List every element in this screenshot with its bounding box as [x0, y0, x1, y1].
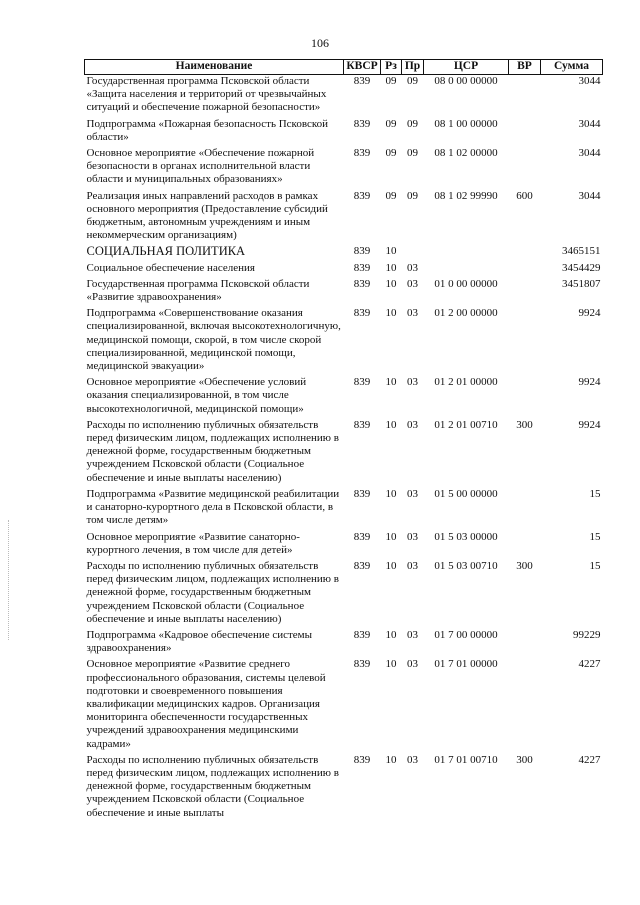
cell-vr	[509, 488, 541, 531]
table-row	[85, 629, 603, 658]
table-body	[85, 75, 603, 820]
page-number: 106	[311, 36, 329, 50]
table-row	[85, 376, 603, 419]
cell-rz: 10	[385, 559, 397, 572]
cell-csr: 01 5 00 00000	[434, 487, 498, 500]
cell-sum: 3044	[578, 147, 601, 160]
table-row	[85, 245, 603, 261]
cell-csr: 01 0 00 00000	[434, 277, 498, 290]
cell-rz: 10	[385, 487, 397, 500]
cell-kvsr: 839	[353, 753, 371, 766]
table-row	[85, 531, 603, 560]
table-header-row	[85, 60, 603, 75]
cell-sum: 3451807	[562, 277, 601, 290]
cell-rz: 10	[385, 753, 397, 766]
cell-vr	[509, 307, 541, 376]
cell-pr: 03	[407, 418, 418, 431]
cell-pr: 03	[407, 530, 418, 543]
cell-sum: 4227	[578, 753, 601, 766]
table-row	[85, 118, 603, 147]
cell-kvsr: 839	[353, 117, 371, 130]
header-rz: Рз	[381, 60, 402, 75]
table-row	[85, 560, 603, 629]
cell-vr: 300	[516, 753, 533, 766]
cell-vr: 600	[516, 189, 533, 202]
cell-sum: 3465151	[562, 245, 601, 258]
cell-vr	[509, 147, 541, 190]
cell-rz: 10	[385, 628, 397, 641]
cell-rz: 10	[385, 261, 397, 274]
budget-table	[84, 59, 603, 820]
cell-pr: 03	[407, 307, 418, 320]
cell-sum: 99229	[573, 628, 601, 641]
cell-pr: 03	[407, 753, 418, 766]
cell-vr: 300	[516, 559, 533, 572]
cell-sum: 3454429	[562, 261, 601, 274]
cell-sum: 9924	[578, 418, 601, 431]
cell-name: Расходы по исполнению публичных обязательств перед физическим лицом, подлежащих исполнению в денежной форме, государственным бюджетным учреждением Псковской области (Социальное обеспечение и иные выплаты	[86, 753, 339, 819]
cell-csr: 01 7 00 00000	[434, 628, 498, 641]
cell-csr: 01 7 01 00000	[434, 658, 498, 671]
cell-rz: 09	[385, 147, 397, 160]
cell-kvsr: 839	[353, 245, 371, 258]
cell-rz: 09	[385, 75, 397, 87]
table-row	[85, 147, 603, 190]
cell-rz: 10	[385, 307, 397, 320]
cell-name: Расходы по исполнению публичных обязательств перед физическим лицом, подлежащих исполнению в денежной форме, государственным бюджетным учреждением Псковской области (Социальное обеспечение и иные выплаты населению)	[86, 559, 339, 625]
cell-csr: 08 1 02 99990	[434, 189, 498, 202]
cell-rz: 10	[385, 530, 397, 543]
cell-csr: 01 2 00 00000	[434, 307, 498, 320]
cell-name: Основное мероприятие «Обеспечение пожарной безопасности в органах исполнительной власти области и муниципальных образованиях»	[86, 147, 315, 186]
cell-rz: 10	[385, 376, 397, 389]
cell-kvsr: 839	[353, 559, 371, 572]
cell-vr	[509, 629, 541, 658]
cell-pr	[402, 245, 424, 261]
cell-sum: 3044	[578, 75, 601, 87]
cell-pr: 03	[407, 277, 418, 290]
cell-csr: 08 1 02 00000	[434, 147, 498, 160]
cell-name: Основное мероприятие «Развитие среднего профессионального образования, системы целевой подготовки и своевременного повышения квалификации медицинских кадров. Организация мониторинга обеспеченности государственных учреждений здравоохранения медицинскими кадрами»	[86, 658, 326, 750]
table-row	[85, 75, 603, 118]
cell-kvsr: 839	[353, 376, 371, 389]
cell-pr: 09	[407, 75, 418, 87]
header-kvsr: КВСР	[344, 60, 381, 75]
header-name: Наименование	[85, 60, 344, 75]
header-pr: Пр	[402, 60, 424, 75]
cell-sum: 9924	[578, 307, 601, 320]
cell-name: Подпрограмма «Совершенствование оказания специализированной, включая высокотехнологичную, медицинской помощи, скорой, в том числе скорой специализированной, медицинской помощи, медицинской эвакуации»	[86, 307, 341, 373]
cell-sum: 15	[589, 559, 601, 572]
cell-csr	[424, 245, 509, 261]
cell-rz: 10	[385, 658, 397, 671]
cell-vr	[509, 278, 541, 307]
cell-name: Основное мероприятие «Развитие санаторно-курортного лечения, в том числе для детей»	[86, 530, 300, 556]
cell-pr: 03	[407, 628, 418, 641]
header-vr: ВР	[509, 60, 541, 75]
cell-name: Основное мероприятие «Обеспечение условий оказания специализированной, в том числе высокотехнологичной, медицинской помощи»	[86, 376, 307, 415]
cell-csr: 01 5 03 00000	[434, 530, 498, 543]
table-row	[85, 278, 603, 307]
cell-kvsr: 839	[353, 277, 371, 290]
cell-kvsr: 839	[353, 530, 371, 543]
cell-rz: 09	[385, 117, 397, 130]
cell-name: СОЦИАЛЬНАЯ ПОЛИТИКА	[86, 244, 246, 259]
cell-rz: 10	[385, 277, 397, 290]
cell-csr: 08 0 00 00000	[434, 75, 498, 87]
cell-kvsr: 839	[353, 189, 371, 202]
cell-sum: 15	[589, 487, 601, 500]
cell-kvsr: 839	[353, 75, 371, 87]
cell-pr: 09	[407, 147, 418, 160]
cell-vr	[509, 658, 541, 753]
cell-pr: 03	[407, 658, 418, 671]
cell-kvsr: 839	[353, 487, 371, 500]
cell-vr	[509, 531, 541, 560]
cell-pr: 03	[407, 559, 418, 572]
cell-name: Реализация иных направлений расходов в рамках основного мероприятия (Предоставление субсидий бюджетным, автономным учреждениям и иным некоммерческим организациям)	[86, 189, 328, 242]
cell-kvsr: 839	[353, 261, 371, 274]
cell-pr: 03	[407, 487, 418, 500]
cell-name: Подпрограмма «Пожарная безопасность Псковской области»	[86, 117, 329, 143]
cell-vr	[509, 75, 541, 118]
cell-vr	[509, 245, 541, 261]
cell-name: Подпрограмма «Кадровое обеспечение системы здравоохранения»	[86, 628, 313, 655]
cell-name: Подпрограмма «Развитие медицинской реабилитации и санаторно-курортного дела в Псковской области, в том числе детям»	[86, 487, 340, 527]
cell-sum: 9924	[578, 376, 601, 389]
cell-sum: 4227	[578, 658, 601, 671]
cell-kvsr: 839	[353, 418, 371, 431]
cell-name: Расходы по исполнению публичных обязательств перед физическим лицом, подлежащих исполнению в денежной форме, государственным бюджетным учреждением Псковской области (Социальное обеспечение и иные выплаты населению)	[86, 418, 339, 484]
cell-pr: 03	[407, 261, 418, 274]
table-row	[85, 419, 603, 488]
cell-pr: 03	[407, 376, 418, 389]
cell-rz: 10	[385, 245, 397, 258]
cell-rz: 09	[385, 189, 397, 202]
cell-csr: 01 2 01 00000	[434, 376, 498, 389]
cell-pr: 09	[407, 117, 418, 130]
cell-csr: 01 2 01 00710	[434, 418, 498, 431]
table-row	[85, 488, 603, 531]
cell-sum: 3044	[578, 189, 601, 202]
cell-vr	[509, 376, 541, 419]
table-row	[85, 658, 603, 753]
cell-csr: 01 7 01 00710	[434, 753, 498, 766]
cell-name: Социальное обеспечение населения	[86, 261, 255, 274]
cell-kvsr: 839	[353, 147, 371, 160]
table-row	[85, 262, 603, 278]
cell-kvsr: 839	[353, 628, 371, 641]
cell-pr: 09	[407, 189, 418, 202]
cell-vr	[509, 118, 541, 147]
cell-vr	[509, 262, 541, 278]
header-csr: ЦСР	[424, 60, 509, 75]
cell-kvsr: 839	[353, 658, 371, 671]
table-row	[85, 307, 603, 376]
cell-kvsr: 839	[353, 307, 371, 320]
cell-rz: 10	[385, 418, 397, 431]
cell-name: Государственная программа Псковской области «Развитие здравоохранения»	[86, 277, 310, 304]
cell-csr: 01 5 03 00710	[434, 559, 498, 572]
cell-vr: 300	[516, 418, 533, 431]
cell-sum: 3044	[578, 117, 601, 130]
cell-sum: 15	[589, 530, 601, 543]
table-row	[85, 190, 603, 246]
cell-csr: 08 1 00 00000	[434, 117, 498, 130]
cell-csr	[424, 262, 509, 278]
table-row	[85, 754, 603, 820]
cell-name: Государственная программа Псковской области «Защита населения и территорий от чрезвычайных ситуаций и обеспечение пожарной безопасности»	[86, 75, 327, 114]
scan-margin-mark	[8, 520, 10, 640]
header-sum: Сумма	[541, 60, 603, 75]
